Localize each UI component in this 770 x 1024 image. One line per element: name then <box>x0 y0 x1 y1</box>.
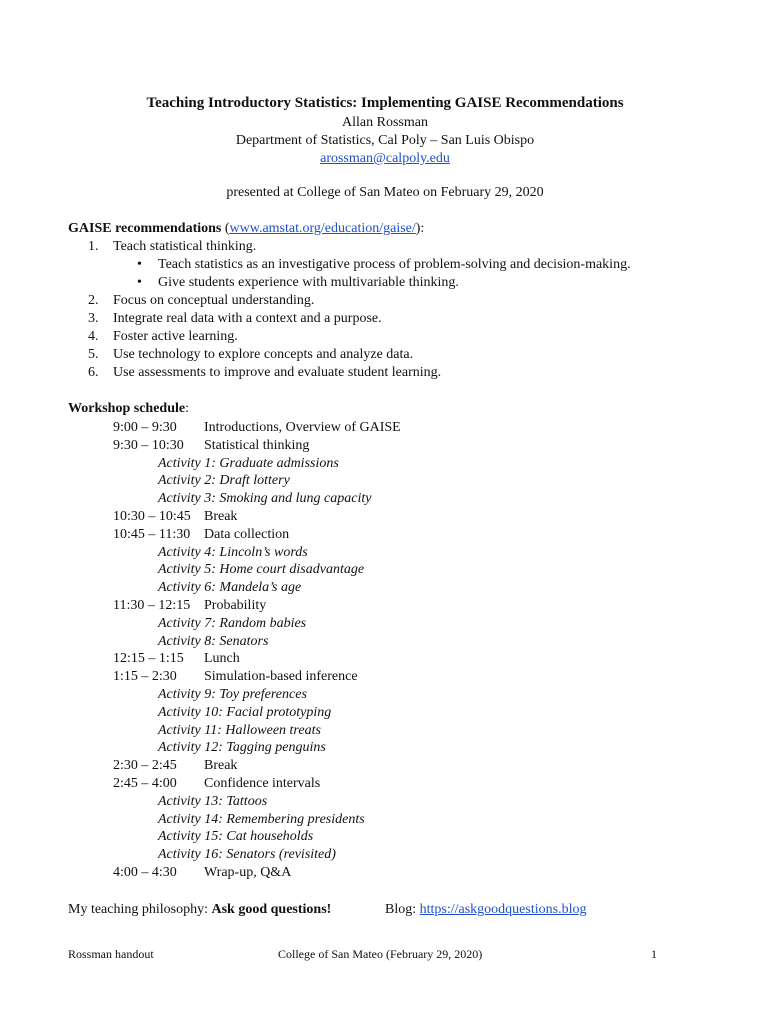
gaise-item-text: Focus on conceptual understanding. <box>113 293 315 308</box>
email-line <box>0 150 770 168</box>
page-number: 1 <box>651 947 657 961</box>
page-title: Teaching Introductory Statistics: Implementing GAISE Recommendations <box>146 95 624 111</box>
schedule-session: Simulation-based inference <box>204 669 358 685</box>
schedule-activity: Activity 8: Senators <box>158 633 269 649</box>
schedule-time: 9:30 – 10:30 <box>113 437 184 453</box>
gaise-sub-item <box>68 256 631 274</box>
bullet-icon: • <box>137 257 142 272</box>
author-name: Allan Rossman <box>342 115 428 130</box>
gaise-item-2 <box>68 292 631 310</box>
schedule-time: 12:15 – 1:15 <box>113 651 184 667</box>
gaise-sub-list-wrapper <box>68 256 631 292</box>
schedule-activity: Activity 6: Mandela’s age <box>158 580 302 596</box>
schedule-activity: Activity 9: Toy preferences <box>158 686 307 702</box>
schedule-session: Introductions, Overview of GAISE <box>204 420 401 435</box>
schedule-activity: Activity 12: Tagging penguins <box>158 740 326 756</box>
schedule-activity: Activity 16: Senators (revisited) <box>158 847 336 863</box>
gaise-item-number: 3. <box>88 311 99 326</box>
gaise-item-5 <box>68 346 631 364</box>
gaise-item-text: Use assessments to improve and evaluate student learning. <box>113 365 442 380</box>
schedule-activity: Activity 7: Random babies <box>158 615 307 631</box>
gaise-sub-list <box>68 256 631 292</box>
gaise-item-6 <box>68 364 631 382</box>
gaise-item-text: Foster active learning. <box>113 329 238 344</box>
gaise-link[interactable]: www.amstat.org/education/gaise/ <box>229 221 416 236</box>
gaise-item-3 <box>68 310 631 328</box>
schedule-activity: Activity 2: Draft lottery <box>158 473 290 489</box>
footer-left: Rossman handout <box>68 947 154 961</box>
schedule-activity: Activity 15: Cat households <box>158 829 314 845</box>
gaise-item-text: Use technology to explore concepts and analyze data. <box>113 347 414 362</box>
gaise-item-number: 1. <box>88 239 99 254</box>
schedule-session: Statistical thinking <box>204 437 310 453</box>
gaise-sub-text: Teach statistics as an investigative process of problem-solving and decision-making. <box>158 257 631 272</box>
schedule-time: 10:45 – 11:30 <box>113 526 191 542</box>
schedule-time: 1:15 – 2:30 <box>113 669 177 685</box>
gaise-item-number: 4. <box>88 329 99 344</box>
gaise-url-open: ( <box>221 221 230 236</box>
bullet-icon: • <box>137 275 142 290</box>
schedule-activity: Activity 14: Remembering presidents <box>158 811 365 827</box>
blog-label: Blog: <box>385 902 420 917</box>
workshop-heading-line <box>68 400 189 418</box>
philosophy-line <box>68 901 331 919</box>
schedule-session: Wrap-up, Q&A <box>204 864 292 880</box>
schedule-time: 2:30 – 2:45 <box>113 758 177 774</box>
gaise-item-4 <box>68 328 631 346</box>
department: Department of Statistics, Cal Poly – San Luis Obispo <box>235 133 535 148</box>
schedule-time: 2:45 – 4:00 <box>113 775 177 791</box>
schedule-session: Lunch <box>204 651 240 667</box>
schedule-time: 10:30 – 10:45 <box>113 508 191 524</box>
schedule-session: Break <box>204 508 238 524</box>
gaise-item-number: 6. <box>88 365 99 380</box>
gaise-heading-line <box>68 220 424 238</box>
schedule-activity: Activity 3: Smoking and lung capacity <box>158 491 372 507</box>
blog-link[interactable]: https://askgoodquestions.blog <box>419 902 587 917</box>
gaise-sub-text: Give students experience with multivariable thinking. <box>158 275 459 290</box>
schedule-time: 11:30 – 12:15 <box>113 597 191 613</box>
gaise-sub-item <box>68 274 631 292</box>
schedule-time: 9:00 – 9:30 <box>113 420 177 435</box>
blog-line <box>385 901 586 919</box>
gaise-item-1 <box>68 238 631 256</box>
gaise-item-number: 2. <box>88 293 99 308</box>
schedule-session: Data collection <box>204 526 290 542</box>
schedule-session: Break <box>204 758 238 774</box>
schedule-activity: Activity 13: Tattoos <box>158 793 268 809</box>
gaise-item-number: 5. <box>88 347 99 362</box>
schedule-session: Confidence intervals <box>204 775 321 791</box>
schedule-time: 4:00 – 4:30 <box>113 864 177 880</box>
presented-line: presented at College of San Mateo on February 29, 2020 <box>226 185 544 200</box>
gaise-url-close: ): <box>415 221 425 236</box>
gaise-item-text: Integrate real data with a context and a purpose. <box>113 311 382 326</box>
schedule-activity: Activity 5: Home court disadvantage <box>158 562 365 578</box>
footer-center: College of San Mateo (February 29, 2020) <box>278 947 483 961</box>
workshop-colon: : <box>185 401 189 416</box>
philosophy-value: Ask good questions! <box>211 902 332 917</box>
workshop-heading: Workshop schedule <box>68 401 186 416</box>
email-link[interactable]: arossman@calpoly.edu <box>320 151 450 166</box>
schedule-activity: Activity 4: Lincoln’s words <box>158 544 308 560</box>
schedule-session: Probability <box>204 597 267 613</box>
schedule-activity: Activity 1: Graduate admissions <box>158 455 339 471</box>
gaise-heading: GAISE recommendations <box>68 221 222 236</box>
gaise-item-text: Teach statistical thinking. <box>113 239 257 254</box>
philosophy-label: My teaching philosophy: <box>68 902 212 917</box>
schedule-activity: Activity 10: Facial prototyping <box>158 704 332 720</box>
gaise-list <box>68 238 631 382</box>
schedule-activity: Activity 11: Halloween treats <box>158 722 321 738</box>
